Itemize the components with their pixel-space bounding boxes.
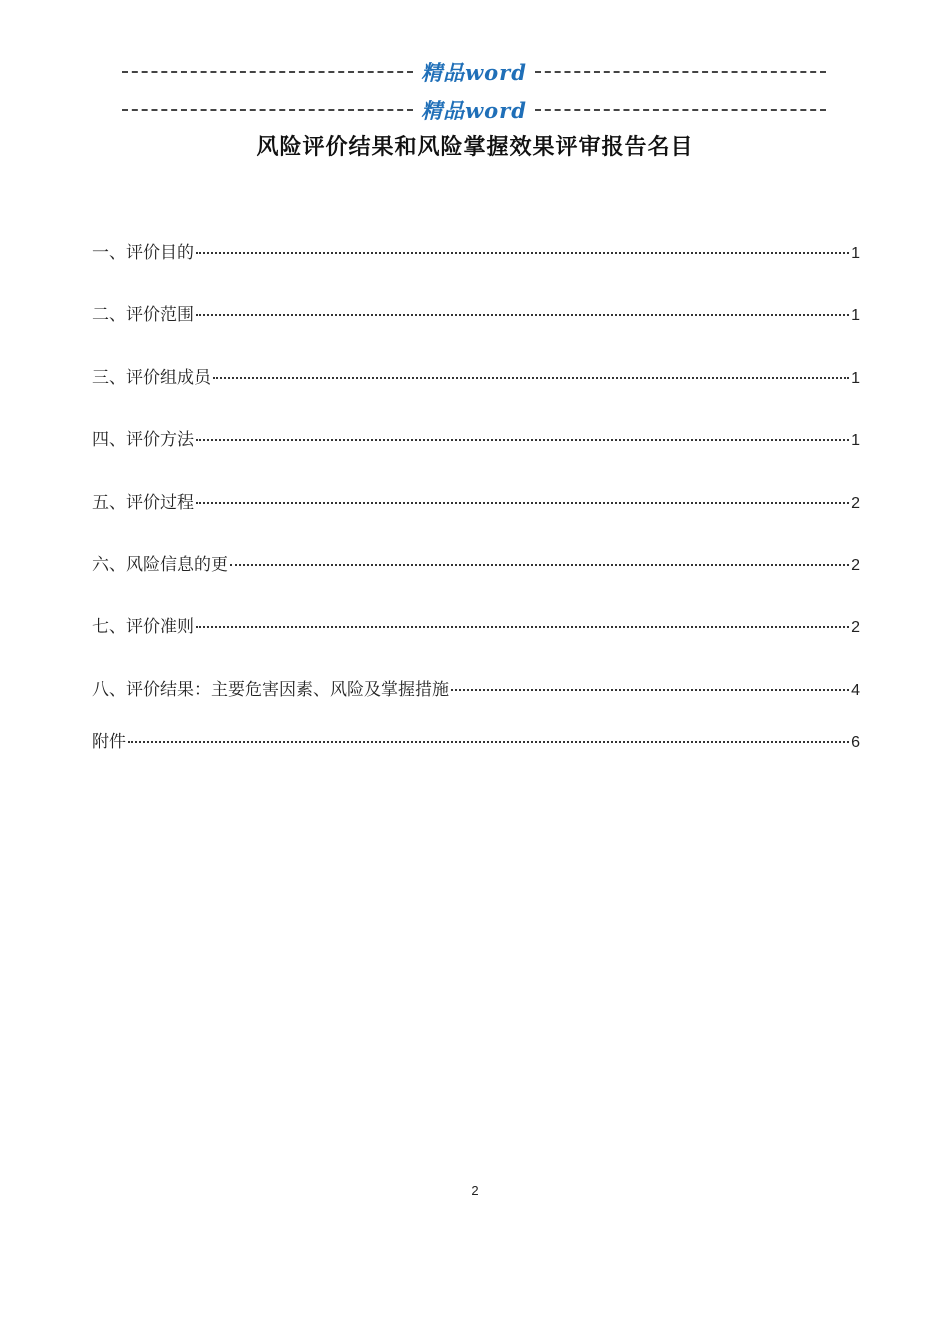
toc-entry-page: 1 <box>851 245 860 262</box>
toc-entry[interactable] <box>92 488 860 518</box>
toc-entry[interactable] <box>92 550 860 580</box>
header-dash-left <box>122 71 413 73</box>
toc-entry-label: 一、评价目的 <box>92 243 194 263</box>
toc-entry-page: 6 <box>851 733 860 751</box>
toc-entry-page: 1 <box>851 307 860 325</box>
toc-entry-label: 六、风险信息的更 <box>92 554 228 575</box>
toc-entry[interactable] <box>92 675 860 705</box>
toc-entry[interactable] <box>92 425 860 455</box>
header-banner-bottom <box>122 98 826 122</box>
toc-entry-label: 二、评价范围 <box>92 305 194 326</box>
toc-dot-leader <box>230 564 849 566</box>
toc-entry[interactable] <box>92 238 860 268</box>
toc-entry-page: 1 <box>851 432 860 450</box>
header-dash-left <box>122 109 413 111</box>
toc-entry[interactable] <box>92 727 860 757</box>
toc-dot-leader <box>128 741 849 743</box>
toc-entry-page: 1 <box>851 369 860 387</box>
toc-entry-label: 八、评价结果：主要危害因素、风险及掌握措施 <box>92 679 449 700</box>
toc-dot-leader <box>196 252 849 254</box>
toc-entry[interactable] <box>92 612 860 642</box>
toc-entry-label: 五、评价过程 <box>92 492 194 513</box>
toc-entry-page: 2 <box>851 556 860 574</box>
toc-dot-leader <box>196 626 849 628</box>
toc-entry-label: 七、评价准则 <box>92 617 194 638</box>
toc-dot-leader <box>196 439 849 441</box>
brand-logo-text: 精品word <box>421 60 527 85</box>
toc-dot-leader <box>196 314 849 316</box>
toc-entry-label: 四、评价方法 <box>92 430 194 451</box>
page-number: 2 <box>471 1183 479 1198</box>
table-of-contents <box>92 238 860 789</box>
page-title: 风险评价结果和风险掌握效果评审报告名目 <box>256 135 694 160</box>
toc-entry-page: 4 <box>851 681 860 699</box>
toc-entry[interactable] <box>92 300 860 330</box>
header-banner-top <box>122 60 826 84</box>
brand-logo-text: 精品word <box>421 98 527 123</box>
header-dash-right <box>535 71 826 73</box>
toc-dot-leader <box>451 689 849 691</box>
toc-dot-leader <box>196 502 849 504</box>
toc-entry-page: 2 <box>851 494 860 512</box>
toc-entry-label: 附件 <box>92 731 126 752</box>
toc-entry[interactable] <box>92 363 860 393</box>
toc-dot-leader <box>213 377 849 379</box>
toc-entry-page: 2 <box>851 619 860 637</box>
toc-entry-label: 三、评价组成员 <box>92 367 211 388</box>
header-dash-right <box>535 109 826 111</box>
